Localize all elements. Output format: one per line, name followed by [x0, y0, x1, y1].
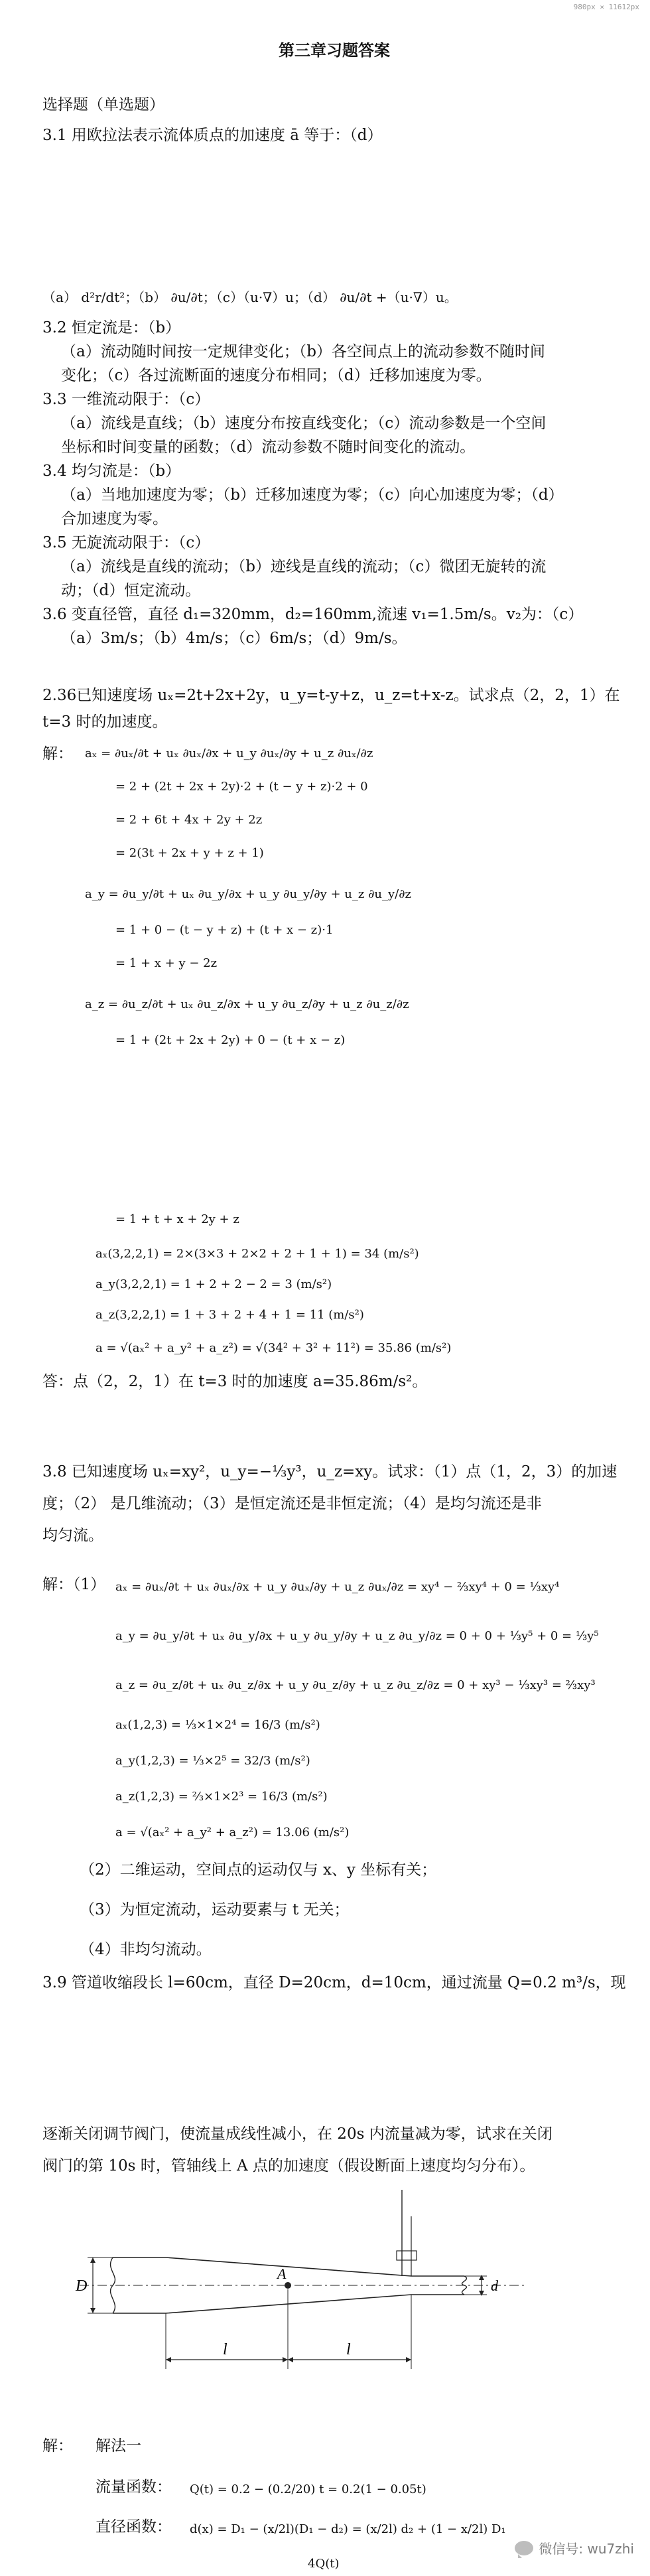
q236-eq-az: a_z = ∂u_z/∂t + uₓ ∂u_z/∂x + u_y ∂u_z/∂y + u_z ∂u_z/∂z [85, 997, 409, 1011]
q39-line1: 3.9 管道收缩段长 l=60cm，直径 D=20cm，d=10cm，通过流量 Q=0.2 m³/s，现 [42, 1974, 626, 1991]
q38-eq-az-value: a_z(1,2,3) = ⅔×1×2³ = 16/3 (m/s²) [115, 1790, 328, 1804]
d-arrow-top [479, 2275, 484, 2280]
q38-part2: （2）二维运动，空间点的运动仅与 x、y 坐标有关； [80, 1861, 437, 1879]
q33-line1: （a）流线是直线；（b）速度分布按直线变化；（c）流动参数是一个空间 [61, 415, 547, 432]
watermark-text: 微信号: wu7zhi [539, 2541, 634, 2557]
wechat-icon [515, 2541, 533, 2555]
q36-stem: 3.6 变直径管，直径 d₁=320mm，d₂=160mm,流速 v₁=1.5m/s。v₂为：（c） [42, 606, 584, 623]
q39-flow-equation: Q(t) = 0.2 − (0.2/20) t = 0.2(1 − 0.05t) [190, 2482, 426, 2496]
q39-cut-equation: 4Q(t) [308, 2557, 340, 2571]
q236-eq-ax-2: = 2 + (2t + 2x + 2y)·2 + (t − y + z)·2 + 0 [115, 780, 368, 794]
q35-line1: （a）流线是直线的流动；（b）迹线是直线的流动；（c）微团无旋转的流 [61, 558, 547, 575]
q38-line3: 均匀流。 [42, 1527, 103, 1544]
D-label: D [76, 2277, 88, 2295]
q38-eq-a-total: a = √(aₓ² + a_y² + a_z²) = 13.06 (m/s²) [115, 1825, 350, 1839]
l-arrow-2 [283, 2357, 288, 2362]
valve-body [397, 2251, 417, 2260]
q35-stem: 3.5 无旋流动限于：（c） [42, 534, 210, 551]
q38-eq-ax-value: aₓ(1,2,3) = ⅓×1×2⁴ = 16/3 (m/s²) [115, 1718, 320, 1732]
l-label-left: l [223, 2341, 228, 2358]
q34-stem: 3.4 均匀流是：（b） [42, 463, 181, 480]
q38-eq-ay: a_y = ∂u_y/∂t + uₓ ∂u_y/∂x + u_y ∂u_y/∂y + u_z ∂u_y/∂z = 0 + 0 + ⅓y⁵ + 0 = ⅓y⁵ [115, 1629, 599, 1643]
q32-line1: （a）流动随时间按一定规律变化；（b）各空间点上的流动参数不随时间 [61, 343, 545, 360]
section-heading: 选择题（单选题） [42, 96, 164, 113]
q38-line2: 度；（2） 是几维流动；（3）是恒定流还是非恒定流；（4）是均匀流还是非 [42, 1495, 542, 1512]
point-A-marker [285, 2282, 291, 2289]
page-title: 第三章习题答案 [279, 40, 390, 60]
q236-eq-ax-3: = 2 + 6t + 4x + 2y + 2z [115, 813, 263, 827]
q39-flow-label: 流量函数： [96, 2478, 172, 2496]
l-arrow-3 [288, 2357, 293, 2362]
pipe-contraction-diagram [66, 2190, 544, 2402]
q236-eq-ay-2: = 1 + 0 − (t − y + z) + (t + x − z)·1 [115, 923, 334, 937]
q236-eq-ay-3: = 1 + x + y − 2z [115, 956, 218, 970]
q38-eq-ay-value: a_y(1,2,3) = ⅓×2⁵ = 32/3 (m/s²) [115, 1754, 310, 1768]
q236-eq-az-value: a_z(3,2,2,1) = 1 + 3 + 2 + 4 + 1 = 11 (m/s²) [96, 1308, 364, 1322]
q236-eq-ax-value: aₓ(3,2,2,1) = 2×(3×3 + 2×2 + 2 + 1 + 1) = 34 (m/s²) [96, 1247, 419, 1261]
q38-line1: 3.8 已知速度场 uₓ=xy²，u_y=−⅓y³，u_z=xy。试求：（1）点（1，2，3）的加速 [42, 1463, 618, 1480]
d-arrow-bottom [479, 2291, 484, 2296]
q236-line2: t=3 时的加速度。 [42, 713, 168, 731]
D-arrow-top [90, 2257, 96, 2263]
q35-line2: 动；（d）恒定流动。 [61, 582, 201, 599]
q39-diameter-equation: d(x) = D₁ − (x/2l)(D₁ − d₂) = (x/2l) d₂ + (1 − x/2l) D₁ [190, 2522, 506, 2536]
q38-eq-az: a_z = ∂u_z/∂t + uₓ ∂u_z/∂x + u_y ∂u_z/∂y + u_z ∂u_z/∂z = 0 + xy³ − ⅓xy³ = ⅔xy³ [115, 1678, 596, 1692]
q236-eq-az-3: = 1 + t + x + 2y + z [115, 1212, 239, 1226]
q236-eq-az-2: = 1 + (2t + 2x + 2y) + 0 − (t + x − z) [115, 1033, 346, 1047]
q39-line3: 阀门的第 10s 时，管轴线上 A 点的加速度（假设断面上速度均匀分布）。 [42, 2157, 535, 2175]
q236-answer: 答：点（2，2，1）在 t=3 时的加速度 a=35.86m/s²。 [42, 1373, 428, 1390]
q38-part3: （3）为恒定流动，运动要素与 t 无关； [80, 1901, 350, 1918]
point-A-label: A [277, 2265, 287, 2282]
q39-diameter-label: 直径函数： [96, 2518, 172, 2536]
q39-method: 解法一 [96, 2437, 141, 2455]
q38-jie: 解：（1） [42, 1576, 106, 1593]
q39-line2: 逐渐关闭调节阀门，使流量成线性减小，在 20s 内流量减为零，试求在关闭 [42, 2125, 552, 2143]
image-size-label: 980px × 11612px [573, 3, 639, 11]
q236-eq-ax-4: = 2(3t + 2x + y + z + 1) [115, 846, 264, 860]
q236-line1: 2.36已知速度场 uₓ=2t+2x+2y，u_y=t-y+z，u_z=t+x-z。试求点（2，2，1）在 [42, 687, 620, 704]
q236-eq-ay-value: a_y(3,2,2,1) = 1 + 2 + 2 − 2 = 3 (m/s²) [96, 1277, 332, 1291]
l-arrow-1 [166, 2357, 171, 2362]
q34-line1: （a）当地加速度为零；（b）迁移加速度为零；（c）向心加速度为零；（d） [61, 486, 564, 504]
q38-part4: （4）非均匀流动。 [80, 1941, 212, 1958]
q236-eq-ax: aₓ = ∂uₓ/∂t + uₓ ∂uₓ/∂x + u_y ∂uₓ/∂y + u_z ∂uₓ/∂z [85, 747, 373, 760]
q236-jie: 解： [42, 745, 73, 762]
l-arrow-4 [406, 2357, 411, 2362]
q39-jie: 解： [42, 2437, 73, 2455]
q33-stem: 3.3 一维流动限于：（c） [42, 391, 210, 408]
q33-line2: 坐标和时间变量的函数；（d）流动参数不随时间变化的流动。 [61, 439, 476, 456]
l-label-right: l [346, 2341, 351, 2358]
q31-options: （a） d²r/dt²；（b） ∂u/∂t；（c）（u·∇）u；（d） ∂u/∂t +（u·∇）u。 [42, 289, 458, 305]
wechat-watermark [515, 2538, 634, 2557]
q31-stem: 3.1 用欧拉法表示流体质点的加速度 ā 等于：（d） [42, 127, 383, 144]
q36-options: （a）3m/s；（b）4m/s；（c）6m/s；（d）9m/s。 [61, 630, 407, 647]
D-arrow-bottom [90, 2308, 96, 2313]
q236-eq-a-total: a = √(aₓ² + a_y² + a_z²) = √(34² + 3² + 11²) = 35.86 (m/s²) [96, 1341, 452, 1355]
q236-eq-ay: a_y = ∂u_y/∂t + uₓ ∂u_y/∂x + u_y ∂u_y/∂y + u_z ∂u_y/∂z [85, 887, 412, 901]
q32-stem: 3.2 恒定流是：（b） [42, 319, 181, 336]
q38-eq-ax: aₓ = ∂uₓ/∂t + uₓ ∂uₓ/∂x + u_y ∂uₓ/∂y + u_z ∂uₓ/∂z = xy⁴ − ⅔xy⁴ + 0 = ⅓xy⁴ [115, 1580, 560, 1594]
q32-line2: 变化；（c）各过流断面的速度分布相同；（d）迁移加速度为零。 [61, 367, 491, 384]
q34-line2: 合加速度为零。 [61, 510, 168, 528]
d-label: d [491, 2277, 498, 2294]
